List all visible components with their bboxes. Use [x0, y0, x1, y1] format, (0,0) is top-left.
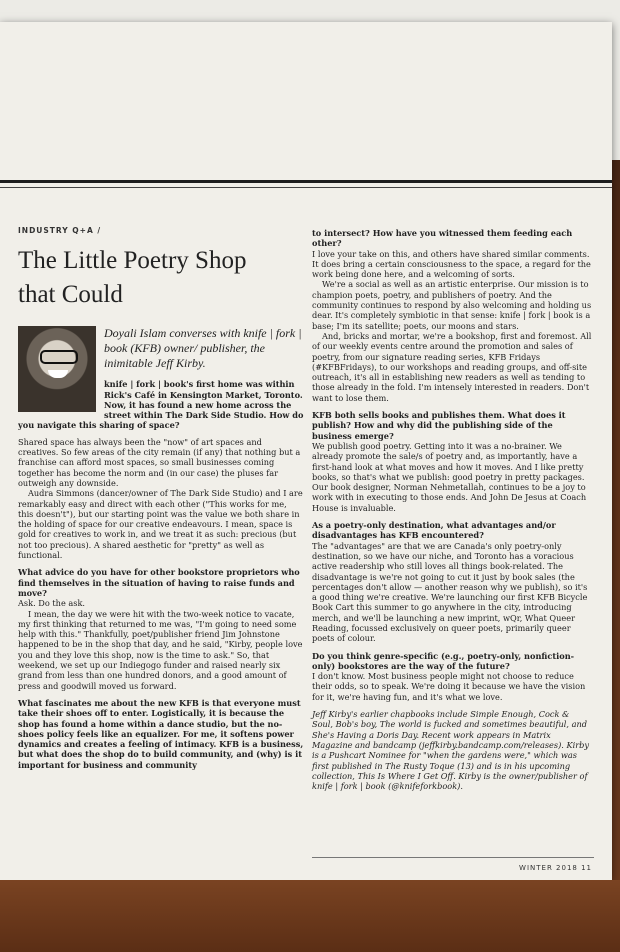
- footer-rule: [312, 857, 594, 858]
- article-deck: Doyali Islam converses with knife | fork | book (KFB) owner/ publisher, the inimitable Jeff Kirby.: [104, 326, 302, 371]
- smile-icon: [48, 370, 68, 378]
- article: [0, 190, 612, 880]
- question-2: What advice do you have for other bookstore proprietors who find themselves in the situation of having to raise funds and move?: [18, 567, 300, 598]
- question-6: Do you think genre-specific (e.g., poetry-only, nonfiction-only) bookstores are the way of the future?: [312, 650, 575, 671]
- title-line-1: The Little Poetry Shop: [18, 247, 247, 275]
- header-rule: [0, 180, 612, 183]
- answer-1-cont: Audra Simmons (dancer/owner of The Dark Side Studio) and I are remarkably easy and direct with each other ("This works for me, this doesn't"), but our starting point was the value we both share in the holding of space for our creative endeavours. I mean, space is gold for creatives to work in, and we treat it as such: precious (but not too precious). A shared aesthetic for "pretty" as well as functional.: [18, 488, 303, 561]
- page-footer: WINTER 2018 11: [519, 864, 592, 872]
- table-surface: [0, 880, 620, 952]
- right-column: [312, 228, 592, 791]
- section-kicker: INDUSTRY Q+A /: [18, 226, 102, 235]
- answer-4: We publish good poetry. Getting into it was a no-brainer. We already promote the sale/s of poetry and, as importantly, have a first-hand look at what moves and how it moves. And I like pretty books, so that's what we publish: good poetry in pretty packages. Our book designer, Norman Nehmetallah, continues to be a joy to work with in executing to those ends. And John De Jesus at Coach House is invaluable.: [312, 440, 587, 513]
- intro-block: [18, 326, 304, 430]
- header-rule-thin: [0, 187, 612, 188]
- author-photo: [18, 326, 96, 412]
- question-3-end: to intersect? How have you witnessed them feeding each other?: [312, 228, 573, 249]
- answer-1: Shared space has always been the "now" of art spaces and creatives. So few areas of the city remain (if any) that nothing but a franchise can afford most spaces, so small businesses coming together has become the norm and (in our case) the pluses far outweigh any downside.: [18, 436, 301, 488]
- answer-3-cont2: And, bricks and mortar, we're a bookshop, first and foremost. All of our weekly events centre around the promotion and sales of poetry, from our signature reading series, KFB Fridays (#KFBFridays), to our workshops and reading groups, and off-site outreach, it's all in establishing new readers as well as tending to those already in the fold. I'm intensely interested in readers. Don't want to lose them.: [312, 330, 592, 403]
- question-1: knife | fork | book's first home was within Rick's Café in Kensington Market, Toronto. Now, it has found a new home across the street within The Dark Side Studio. How do you navigate this sharing of space?: [18, 379, 304, 431]
- answer-2: Ask. Do the ask.: [18, 598, 86, 609]
- question-3: What fascinates me about the new KFB is that everyone must take their shoes off to enter. Logistically, it is because the shop has found a home within a dance studio, but the no-shoes policy feels like an equalizer. For me, it softens power dynamics and creates a feeling of intimacy. KFB is a business, but what does the shop do to build community, and (why) is it important for business and community: [18, 697, 304, 770]
- left-column: [18, 226, 304, 770]
- answer-3: I love your take on this, and others have shared similar comments. It does bring a certain consciousness to the space, a regard for the work being done here, and a welcoming of sorts.: [312, 248, 591, 280]
- answer-5: The "advantages" are that we are Canada's only poetry-only destination, so we have our niche, and Toronto has a voracious active readership who still loves all things book-related. The disadvantage is we're not going to cut it just by book sales (the percentages don't allow — another reason why we publish), so it's a good thing we're creative. We're launching our first KFB Bicycle Book Cart this summer to go anywhere in the city, introducing merch, and we'll be launching a new imprint, wQr, What Queer Reading, focussed exclusively on queer poets, primarily queer poets of colour.: [312, 540, 588, 644]
- title-line-2: that Could: [18, 281, 123, 309]
- question-4: KFB both sells books and publishes them. What does it publish? How and why did the publishing side of the business emerge?: [312, 410, 566, 441]
- article-title: [18, 244, 304, 312]
- answer-6: I don't know. Most business people might not choose to reduce their odds, so to speak. We're doing it because we have the vision for it, we're having fun, and it's what we love.: [312, 671, 586, 702]
- magazine-page: [0, 22, 612, 880]
- glasses-icon: [40, 350, 78, 364]
- author-bio: Jeff Kirby's earlier chapbooks include Simple Enough, Cock & Soul, Bob's boy, The world is fucked and sometimes beautiful, and She's Having a Doris Day. Recent work appears in Matrix Magazine and bandcamp (jeffkirby.bandcamp.com/releases). Kirby is a Pushcart Nominee for "when the gardens were," which was first published in The Rusty Toque (13) and is in his upcoming collection, This Is Where I Get Off. Kirby is the owner/publisher of knife | fork | book (@knifeforkbook).: [312, 709, 590, 792]
- question-5: As a poetry-only destination, what advantages and/or disadvantages has KFB encountered?: [312, 520, 556, 541]
- answer-2-cont: I mean, the day we were hit with the two-week notice to vacate, my first thinking that returned to me was, "I'm going to need some help with this." Thankfully, poet/publisher friend Jim Johnstone happened to be in the shop that day, and he said, "Kirby, people love you and they love this shop, now is the time to ask." So, that weekend, we set up our Indiegogo funder and raised nearly six grand from less than one hundred donors, and a good amount of press and goodwill moved us forward.: [18, 608, 303, 691]
- answer-3-cont: We're a social as well as an artistic enterprise. Our mission is to champion poets, poetry, and publishers of poetry. And the community continues to respond by also welcoming and holding us dear. It's completely symbiotic in that sense: knife | fork | book is a base; I'm its satellite; poets, our moons and stars.: [312, 279, 592, 331]
